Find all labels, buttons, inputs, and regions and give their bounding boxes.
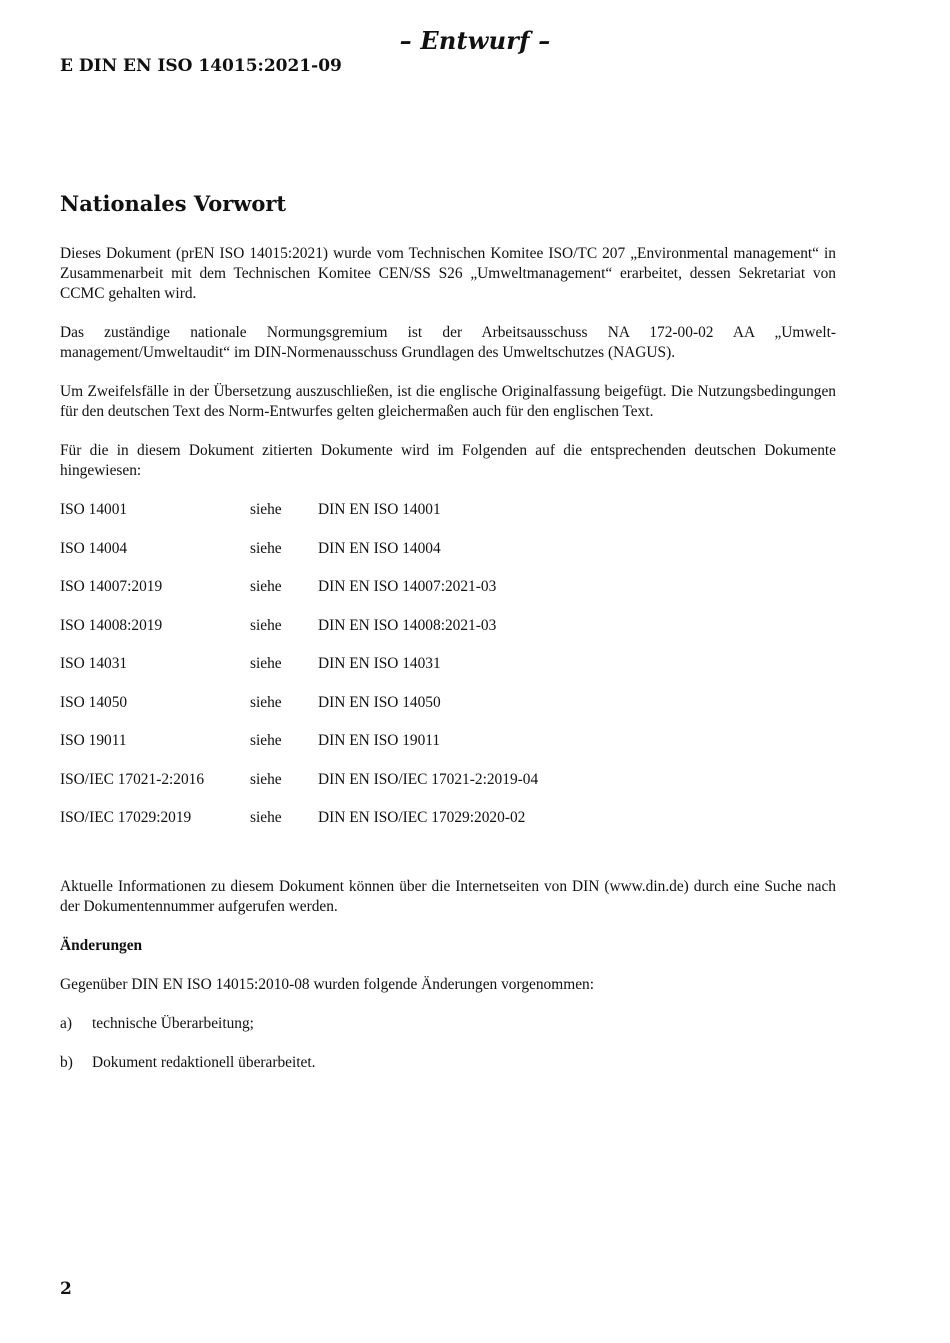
list-item-text: Dokument redaktionell überarbeitet. bbox=[92, 1053, 316, 1071]
reference-row bbox=[60, 500, 836, 520]
reference-iso: ISO 19011 bbox=[60, 732, 127, 749]
reference-din: DIN EN ISO 14008:2021-03 bbox=[318, 616, 497, 634]
reference-see: siehe bbox=[250, 732, 282, 749]
paragraph-translation: Um Zweifelsfälle in der Übersetzung auszuschließen, ist die englische Originalfassung beigefügt. Die Nutzungsbedingungen für den deutschen Text des Norm-Entwurfes gelten gleichermaßen auch für den englischen Text. bbox=[60, 383, 836, 420]
reference-see: siehe bbox=[250, 501, 282, 518]
reference-see: siehe bbox=[250, 809, 282, 826]
reference-see: siehe bbox=[250, 616, 282, 634]
reference-row bbox=[60, 616, 836, 636]
changes-heading: Änderungen bbox=[60, 936, 143, 954]
paragraph-committee: Dieses Dokument (prEN ISO 14015:2021) wurde vom Technischen Komitee ISO/TC 207 „Environmental management“ in Zusammenarbeit mit dem Technischen Komitee CEN/SS S26 „Umweltmanagement“ erarbeitet, dessen Sekretariat von CCMC gehalten wird. bbox=[60, 245, 836, 302]
reference-iso: ISO 14050 bbox=[60, 693, 128, 711]
reference-din: DIN EN ISO 14001 bbox=[318, 501, 441, 518]
reference-din: DIN EN ISO 14004 bbox=[318, 539, 441, 557]
document-id: E DIN EN ISO 14015:2021-09 bbox=[60, 56, 342, 76]
reference-row bbox=[60, 654, 836, 674]
reference-iso: ISO 14008:2019 bbox=[60, 616, 163, 634]
reference-din: DIN EN ISO 14050 bbox=[318, 693, 441, 711]
section-title: Nationales Vorwort bbox=[60, 191, 287, 216]
reference-row bbox=[60, 577, 836, 597]
paragraph-standards-body: Das zuständige nationale Normungsgremium ist der Arbeitsausschuss NA 172-00-02 AA „Umwelt-management/Umweltaudit“ im DIN-Normenausschuss Grundlagen des Umweltschutzes (NAGUS). bbox=[60, 324, 836, 361]
reference-iso: ISO 14007:2019 bbox=[60, 578, 163, 595]
page-content bbox=[60, 190, 836, 1092]
paragraph-references-intro: Für die in diesem Dokument zitierten Dokumente wird im Folgenden auf die entsprechenden deutschen Dokumente hingewiesen: bbox=[60, 442, 836, 479]
reference-row bbox=[60, 808, 836, 828]
reference-din: DIN EN ISO 14007:2021-03 bbox=[318, 578, 497, 595]
reference-iso: ISO/IEC 17021-2:2016 bbox=[60, 770, 205, 788]
reference-see: siehe bbox=[250, 578, 282, 595]
reference-din: DIN EN ISO/IEC 17021-2:2019-04 bbox=[318, 770, 539, 788]
reference-iso: ISO/IEC 17029:2019 bbox=[60, 809, 192, 826]
reference-see: siehe bbox=[250, 693, 282, 711]
list-item bbox=[60, 1053, 836, 1073]
reference-see: siehe bbox=[250, 770, 282, 788]
reference-table bbox=[60, 500, 836, 828]
draft-mark: – Entwurf – bbox=[399, 26, 551, 55]
reference-see: siehe bbox=[250, 655, 282, 672]
page-number: 2 bbox=[60, 1279, 72, 1299]
spacer bbox=[60, 847, 836, 877]
reference-din: DIN EN ISO 19011 bbox=[318, 732, 441, 749]
reference-iso: ISO 14031 bbox=[60, 655, 128, 672]
list-item-text: technische Überarbeitung; bbox=[92, 1014, 254, 1032]
list-marker: a) bbox=[60, 1014, 72, 1032]
reference-row bbox=[60, 731, 836, 751]
reference-din: DIN EN ISO/IEC 17029:2020-02 bbox=[318, 809, 526, 826]
reference-iso: ISO 14004 bbox=[60, 539, 128, 557]
list-item bbox=[60, 1014, 836, 1034]
reference-row bbox=[60, 693, 836, 713]
reference-see: siehe bbox=[250, 539, 282, 557]
list-marker: b) bbox=[60, 1053, 73, 1071]
paragraph-online-info: Aktuelle Informationen zu diesem Dokument können über die Internetseiten von DIN (www.din.de) durch eine Suche nach der Dokumentennummer aufgerufen werden. bbox=[60, 877, 836, 915]
reference-din: DIN EN ISO 14031 bbox=[318, 655, 441, 672]
reference-row bbox=[60, 770, 836, 790]
changes-intro: Gegenüber DIN EN ISO 14015:2010-08 wurden folgende Änderungen vorgenommen: bbox=[60, 975, 594, 993]
reference-row bbox=[60, 539, 836, 559]
reference-iso: ISO 14001 bbox=[60, 501, 128, 518]
